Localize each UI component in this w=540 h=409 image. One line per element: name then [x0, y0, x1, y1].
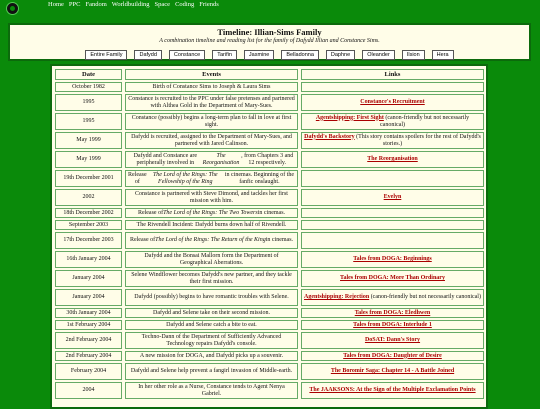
table-row [55, 189, 484, 206]
story-link[interactable]: Agentshipping: First Sight [315, 114, 384, 121]
row-date: 1995 [55, 113, 122, 130]
table-header-row [55, 69, 484, 80]
row-event: Dafydd and Constance are peripherally involved in The Reorganisation , from Chapters 3 and 12 respectively. [125, 151, 298, 168]
row-date: 30th January 2004 [55, 308, 122, 318]
table-row [55, 170, 484, 187]
title-emphasis: The Reorganisation [202, 152, 240, 166]
table-row [55, 151, 484, 168]
link-wrap [353, 322, 432, 329]
row-links [301, 308, 484, 318]
story-link[interactable]: Tales from DOGA: More Than Ordinary [340, 275, 445, 282]
link-wrap [340, 275, 445, 282]
link-wrap [355, 310, 431, 317]
story-link[interactable]: Tales from DOGA: Interlude 1 [353, 321, 432, 328]
table-row [55, 320, 484, 330]
header-date: Date [55, 69, 122, 80]
nav-worldbuilding[interactable]: Worldbuilding [111, 1, 150, 8]
tab-tarifin[interactable]: Tarifin [212, 50, 237, 60]
row-event: Techno-Dann of the Department of Sufficiently Advanced Technology repairs Dafydd's console. [125, 332, 298, 349]
row-event: Constance is partnered with Steve Dimond, and tackles her first mission with him. [125, 189, 298, 206]
story-link[interactable]: Constance's Recruitment [360, 99, 425, 106]
story-link[interactable]: The Boromir Saga: Chapter 14 - A Battle Joined [330, 368, 455, 375]
row-links [301, 270, 484, 287]
link-wrap [360, 99, 425, 106]
row-links [301, 170, 484, 187]
row-links [301, 132, 484, 149]
row-event: Release of The Lord of the Rings: The Fellowship of the Ring in cinemas. Beginning of the fanfic onslaught. [125, 170, 298, 187]
link-wrap [331, 368, 454, 375]
row-links [301, 289, 484, 306]
tab-entire-family[interactable]: Entire Family [85, 50, 127, 60]
title-emphasis: The Lord of the Rings: The Two Towers [163, 209, 258, 216]
row-date: 2002 [55, 189, 122, 206]
row-date: 2nd February 2004 [55, 332, 122, 349]
tab-belladonna[interactable]: Belladonna [281, 50, 319, 60]
row-links [301, 363, 484, 380]
row-date: January 2004 [55, 270, 122, 287]
link-wrap [304, 115, 481, 129]
row-event: Dafydd and Selene take on their second mission. [125, 308, 298, 318]
table-row [55, 220, 484, 230]
table-row [55, 382, 484, 399]
table-row [55, 132, 484, 149]
story-link[interactable]: Evelyn [383, 194, 402, 201]
row-event: Dafydd and Selene help prevent a fangirl invasion of Middle-earth. [125, 363, 298, 380]
row-event: Constance (possibly) begins a long-term plan to fall in love at first sight. [125, 113, 298, 130]
table-row [55, 94, 484, 111]
story-link[interactable]: DoSAT: Dann's Story [364, 337, 421, 344]
timeline-grid [55, 69, 484, 401]
row-date: October 1982 [55, 82, 122, 92]
row-date: May 1999 [55, 151, 122, 168]
nav-space[interactable]: Space [154, 1, 171, 8]
row-links [301, 232, 484, 249]
link-wrap [304, 294, 481, 301]
story-link[interactable]: The Reorganisation [367, 156, 418, 163]
row-event: Constance is recruited to the PPC under false pretenses and partnered with Althea Gold in the Department of Mary-Sues. [125, 94, 298, 111]
table-row [55, 82, 484, 92]
title-emphasis: The Lord of the Rings: The Return of the King [155, 237, 266, 244]
row-date: 2004 [55, 382, 122, 399]
site-logo-icon[interactable] [6, 2, 19, 15]
row-links [301, 220, 484, 230]
tab-ilsion[interactable]: Ilsion [402, 50, 425, 60]
row-date: February 2004 [55, 363, 122, 380]
row-links [301, 151, 484, 168]
link-note: (canon-friendly but not necessarily canonical) [380, 114, 470, 128]
row-date: May 1999 [55, 132, 122, 149]
nav-ppc[interactable]: PPC [68, 1, 81, 8]
link-wrap [309, 387, 475, 394]
row-links [301, 382, 484, 399]
title-emphasis: The Lord of the Rings: The Fellowship of the Ring [152, 171, 218, 185]
table-row [55, 308, 484, 318]
row-date: 1st February 2004 [55, 320, 122, 330]
row-date: September 2003 [55, 220, 122, 230]
link-wrap [353, 256, 432, 263]
link-wrap [367, 156, 418, 163]
row-event: Birth of Constance Sims to Joseph & Laura Sims [125, 82, 298, 92]
row-date: 16th January 2004 [55, 251, 122, 268]
row-date: 2nd February 2004 [55, 351, 122, 361]
row-links [301, 320, 484, 330]
story-link[interactable]: Dafydd's Backstory [304, 133, 355, 140]
family-tabs [10, 50, 529, 60]
row-event: Selene Windflower becomes Dafydd's new partner, and they tackle their first mission. [125, 270, 298, 287]
table-row [55, 232, 484, 249]
nav-friends[interactable]: Friends [199, 1, 219, 8]
table-row [55, 270, 484, 287]
main-nav [48, 1, 219, 8]
row-date: January 2004 [55, 289, 122, 306]
table-row [55, 289, 484, 306]
link-wrap [384, 194, 402, 201]
story-link[interactable]: Tales from DOGA: Daughter of Desire [343, 352, 442, 359]
row-event: Release of The Lord of the Rings: The Return of the King in cinemas. [125, 232, 298, 249]
row-links [301, 351, 484, 361]
nav-coding[interactable]: Coding [175, 1, 195, 8]
row-event: A new mission for DOGA, and Dafydd picks up a souvenir. [125, 351, 298, 361]
story-link[interactable]: Tales from DOGA: Beginnings [353, 256, 432, 263]
row-event: The Rivendell Incident: Dafydd burns down half of Rivendell. [125, 220, 298, 230]
page-subtitle: A combination timeline and reading list for the family of Dafydd Illian and Constance Sims. [159, 38, 380, 44]
row-date: 18th December 2002 [55, 208, 122, 218]
link-note: (This story contains spoilers for the rest of Dafydd's stories.) [354, 133, 481, 147]
row-event: Dafydd and Selene catch a bite to eat. [125, 320, 298, 330]
story-link[interactable]: Agentshipping: Rejection [304, 294, 370, 301]
row-links [301, 332, 484, 349]
row-links [301, 208, 484, 218]
story-link[interactable]: Tales from DOGA: Eledhwen [354, 309, 431, 316]
story-link[interactable]: The JAAKSONS: At the Sign of the Multiple Exclamation Points [309, 387, 476, 394]
row-event: In her other role as a Nurse, Constance tends to Agent Nenya Gabriel. [125, 382, 298, 399]
tab-jasmine[interactable]: Jasmine [244, 50, 274, 60]
page-title: Timeline: Illian-Sims Family [217, 27, 322, 37]
row-links [301, 251, 484, 268]
timeline-table [50, 64, 488, 409]
link-wrap [343, 353, 442, 360]
nav-fandom[interactable]: Fandom [85, 1, 107, 8]
header-links: Links [301, 69, 484, 80]
table-row [55, 351, 484, 361]
row-date: 17th December 2003 [55, 232, 122, 249]
table-row [55, 113, 484, 130]
row-event: Dafydd is recruited, assigned to the Department of Mary-Sues, and partnered with Jared Calinson. [125, 132, 298, 149]
nav-home[interactable]: Home [48, 1, 64, 8]
row-links [301, 113, 484, 130]
tab-hera[interactable]: Hera [432, 50, 454, 60]
row-date: 1995 [55, 94, 122, 111]
link-wrap [304, 134, 481, 148]
tab-dafydd[interactable]: Dafydd [134, 50, 161, 60]
top-nav-bar [0, 0, 540, 14]
table-row [55, 208, 484, 218]
row-event: Dafydd (possibly) begins to have romantic troubles with Selene. [125, 289, 298, 306]
row-links [301, 94, 484, 111]
tab-constance[interactable]: Constance [169, 50, 205, 60]
tab-oleander[interactable]: Oleander [362, 50, 395, 60]
title-panel [8, 23, 531, 61]
table-row [55, 251, 484, 268]
table-row [55, 332, 484, 349]
row-links [301, 82, 484, 92]
link-wrap [365, 337, 420, 344]
row-date: 19th December 2001 [55, 170, 122, 187]
row-event: Dafydd and the Bonsai Mallorn form the Department of Geographical Aberrations. [125, 251, 298, 268]
row-links [301, 189, 484, 206]
row-event: Release of The Lord of the Rings: The Two Towers in cinemas. [125, 208, 298, 218]
header-events: Events [125, 69, 298, 80]
tab-daphne[interactable]: Daphne [326, 50, 355, 60]
link-note: (canon-friendly but not necessarily canonical) [369, 294, 481, 301]
table-row [55, 363, 484, 380]
